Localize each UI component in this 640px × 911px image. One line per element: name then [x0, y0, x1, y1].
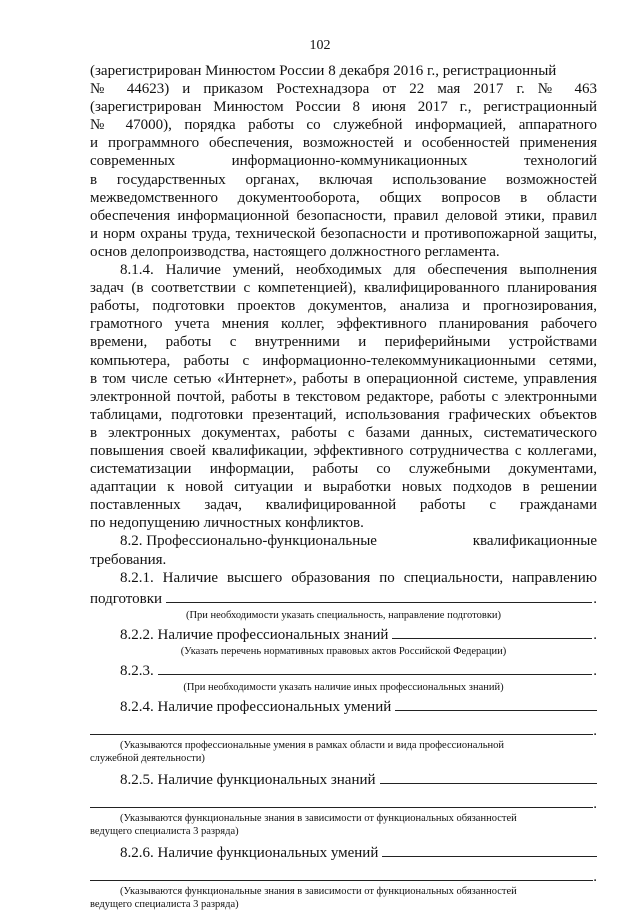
text-line: систематизации информации, работы со служебными документами, [90, 461, 597, 478]
text-line: времени, работы с внутренними и периферийными устройствами [90, 334, 597, 351]
text-line: повышения своей квалификации, эффективного сотрудничества с коллегами, [90, 442, 597, 459]
text-line: в электронных документах, работы с базами данных, систематического [90, 424, 597, 441]
text-line: грамотного учета мнения коллег, эффективного планирования рабочего [90, 316, 597, 333]
text-line: обеспечения информационной безопасности, правил деловой этики, правил [90, 207, 597, 224]
note-8-2-3: (При необходимости указать наличие иных профессиональных знаний) [183, 682, 504, 693]
blank-field[interactable] [90, 720, 593, 735]
note-8-2-6: (Указываются функциональные знания в зависимости от функциональных обязанностей ведущего специалиста 3 разряда) [90, 886, 517, 911]
text-line: адаптации к новой ситуации и выработки новых подходов в решении [90, 479, 597, 496]
text-line: в государственных органах, включая использование возможностей [90, 171, 597, 188]
blank-field[interactable] [380, 769, 597, 784]
item-8-2-5: 8.2.5. Наличие функциональных знаний [90, 769, 597, 789]
fill-line-8-2-1: подготовки . [90, 588, 597, 608]
text-line: современных информационно-коммуникационных технологий [90, 153, 597, 170]
text-line: компьютера, работы с информационно-телекоммуникационными сетями, [90, 352, 597, 369]
blank-line-8-2-6: . [90, 866, 597, 883]
item-8-2-3: 8.2.3. . [90, 660, 597, 680]
note-8-2-5: (Указываются функциональные знания в зависимости от функциональных обязанностей ведущего специалиста 3 разряда) [90, 813, 517, 838]
item-8-2-1: 8.2.1. Наличие высшего образования по специальности, направлению [120, 569, 597, 586]
note-8-2-4: (Указываются профессиональные умения в рамках области и вида профессиональной служебной деятельности) [90, 740, 505, 765]
blank-field[interactable] [90, 866, 593, 881]
text-line: и программного обеспечения, возможностей и особенностей применения [90, 135, 597, 152]
blank-field[interactable] [90, 793, 593, 808]
text-line: межведомственного документооборота, общих вопросов в области [90, 189, 597, 206]
text-line: по недопущению личностных конфликтов. [90, 515, 364, 532]
blank-field[interactable] [382, 842, 597, 857]
text-line: работы, подготовки проектов документов, анализа и прогнозирования, [90, 298, 597, 315]
note-8-2-1: (При необходимости указать специальность, направление подготовки) [185, 609, 502, 621]
text-line: в том числе сетью «Интернет», работы в операционной системе, управления [90, 370, 597, 387]
paragraph-8-1-4 [90, 261, 597, 532]
text-line: (зарегистрирован Минюстом России 8 декабря 2016 г., регистрационный [90, 63, 557, 79]
item-8-2-2: 8.2.2. Наличие профессиональных знаний . [90, 624, 597, 644]
section-8-2-heading: 8.2. Профессионально-функциональные квалификационные [120, 533, 597, 550]
blank-line-8-2-4: . [90, 720, 597, 737]
text-line: № 47000), порядка работы со служебной информацией, аппаратного [90, 117, 597, 134]
text-line: задач (в соответствии с компетенцией), квалифицированного планирования [90, 280, 597, 297]
text-line: № 44623) и приказом Ростехнадзора от 22 мая 2017 г. № 463 [90, 81, 597, 98]
text-line: электронной почтой, работы в текстовом редакторе, работы с электронными [90, 388, 597, 405]
blank-field[interactable] [158, 660, 593, 675]
paragraph-8-1-3-continuation [90, 62, 597, 261]
blank-field[interactable] [166, 588, 592, 603]
blank-field[interactable] [395, 696, 597, 711]
note-8-2-2: (Указать перечень нормативных правовых актов Российской Федерации) [180, 645, 507, 657]
blank-field[interactable] [392, 624, 592, 639]
blank-line-8-2-5: . [90, 793, 597, 810]
text-line: 8.1.4. Наличие умений, необходимых для обеспечения выполнения [120, 262, 597, 279]
text-line: поставленных задач, квалифицированной работы с гражданами [90, 497, 597, 514]
item-8-2-4: 8.2.4. Наличие профессиональных умений [90, 696, 597, 716]
text-line: (зарегистрирован Минюстом России 8 июня 2017 г., регистрационный [90, 99, 597, 116]
text-line: таблицами, подготовки презентаций, использования графических объектов [90, 406, 597, 423]
document-body [90, 62, 597, 911]
page-number: 102 [309, 38, 331, 53]
section-8-2-heading-cont: требования. [90, 551, 167, 568]
item-8-2-6: 8.2.6. Наличие функциональных умений [90, 842, 597, 862]
text-line: основ делопроизводства, настоящего должностного регламента. [90, 243, 500, 260]
text-line: и норм охраны труда, технической безопасности и противопожарной защиты, [90, 225, 597, 242]
